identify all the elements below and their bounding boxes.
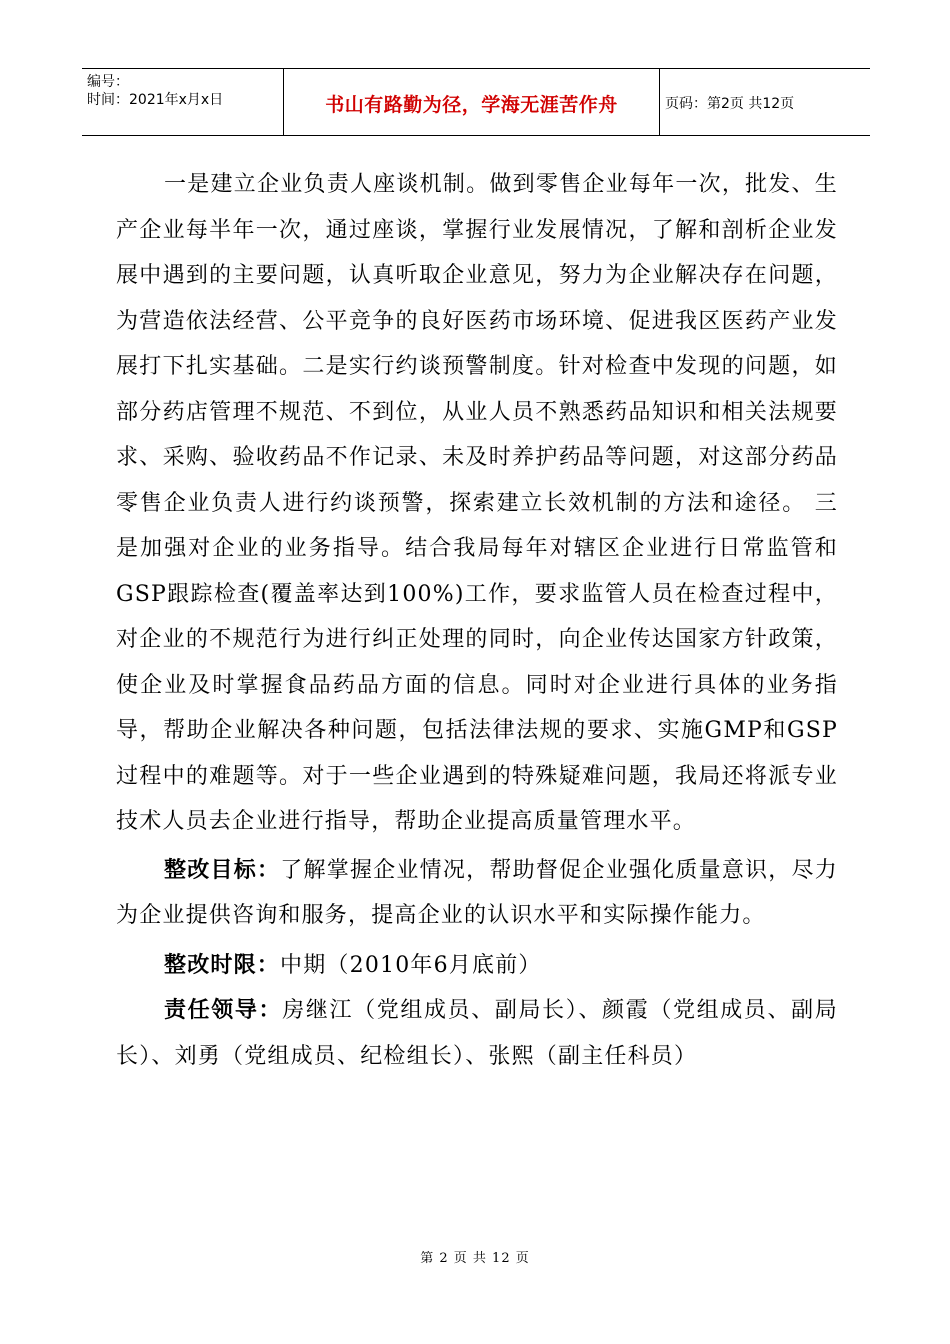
header-page-code: 页码：第2页 共12页 <box>665 96 795 112</box>
document-time: 时间：2021年x月x日 <box>87 92 224 108</box>
header-slogan-cell <box>284 69 660 135</box>
leader-text: 房继江（党组成员、副局长）、颜霞（党组成员、副局长）、刘勇（党组成员、纪检组长）、张熙（副主任科员） <box>116 998 838 1069</box>
deadline-label: 整改时限： <box>164 952 281 978</box>
document-header <box>82 68 870 136</box>
header-slogan: 书山有路勤为径，学海无涯苦作舟 <box>325 93 618 116</box>
body-paragraph-deadline <box>116 943 838 989</box>
document-body <box>116 162 838 1079</box>
header-meta-cell <box>82 69 284 135</box>
deadline-text: 中期（2010年6月底前） <box>280 952 542 978</box>
leader-label: 责任领导： <box>164 998 283 1023</box>
body-paragraph-measures: 一是建立企业负责人座谈机制。做到零售企业每年一次，批发、生产企业每半年一次，通过座谈，掌握行业发展情况，了解和剖析企业发展中遇到的主要问题，认真听取企业意见，努力为企业解决存在问题，为营造依法经营、公平竞争的良好医药市场环境、促进我区医药产业发展打下扎实基础。二是实行约谈预警制度。针对检查中发现的问题，如部分药店管理不规范、不到位，从业人员不熟悉药品知识和相关法规要求、采购、验收药品不作记录、未及时养护药品等问题，对这部分药品零售企业负责人进行约谈预警，探索建立长效机制的方法和途径。 三是加强对企业的业务指导。结合我局每年对辖区企业进行日常监管和GSP跟踪检查(覆盖率达到100%)工作，要求监管人员在检查过程中，对企业的不规范行为进行纠正处理的同时，向企业传达国家方针政策，使企业及时掌握食品药品方面的信息。同时对企业进行具体的业务指导，帮助企业解决各种问题，包括法律法规的要求、实施GMP和GSP过程中的难题等。对于一些企业遇到的特殊疑难问题，我局还将派专业技术人员去企业进行指导，帮助企业提高质量管理水平。 <box>116 172 838 834</box>
body-paragraph-goal <box>116 848 838 939</box>
header-page-code-cell <box>660 69 870 135</box>
body-paragraph-leader <box>116 988 838 1079</box>
goal-text: 了解掌握企业情况，帮助督促企业强化质量意识，尽力为企业提供咨询和服务，提高企业的认识水平和实际操作能力。 <box>116 857 838 928</box>
page-footer: 第 2 页 共 12 页 <box>420 1251 530 1266</box>
goal-label: 整改目标： <box>164 857 281 883</box>
document-number-label: 编号： <box>87 74 129 90</box>
